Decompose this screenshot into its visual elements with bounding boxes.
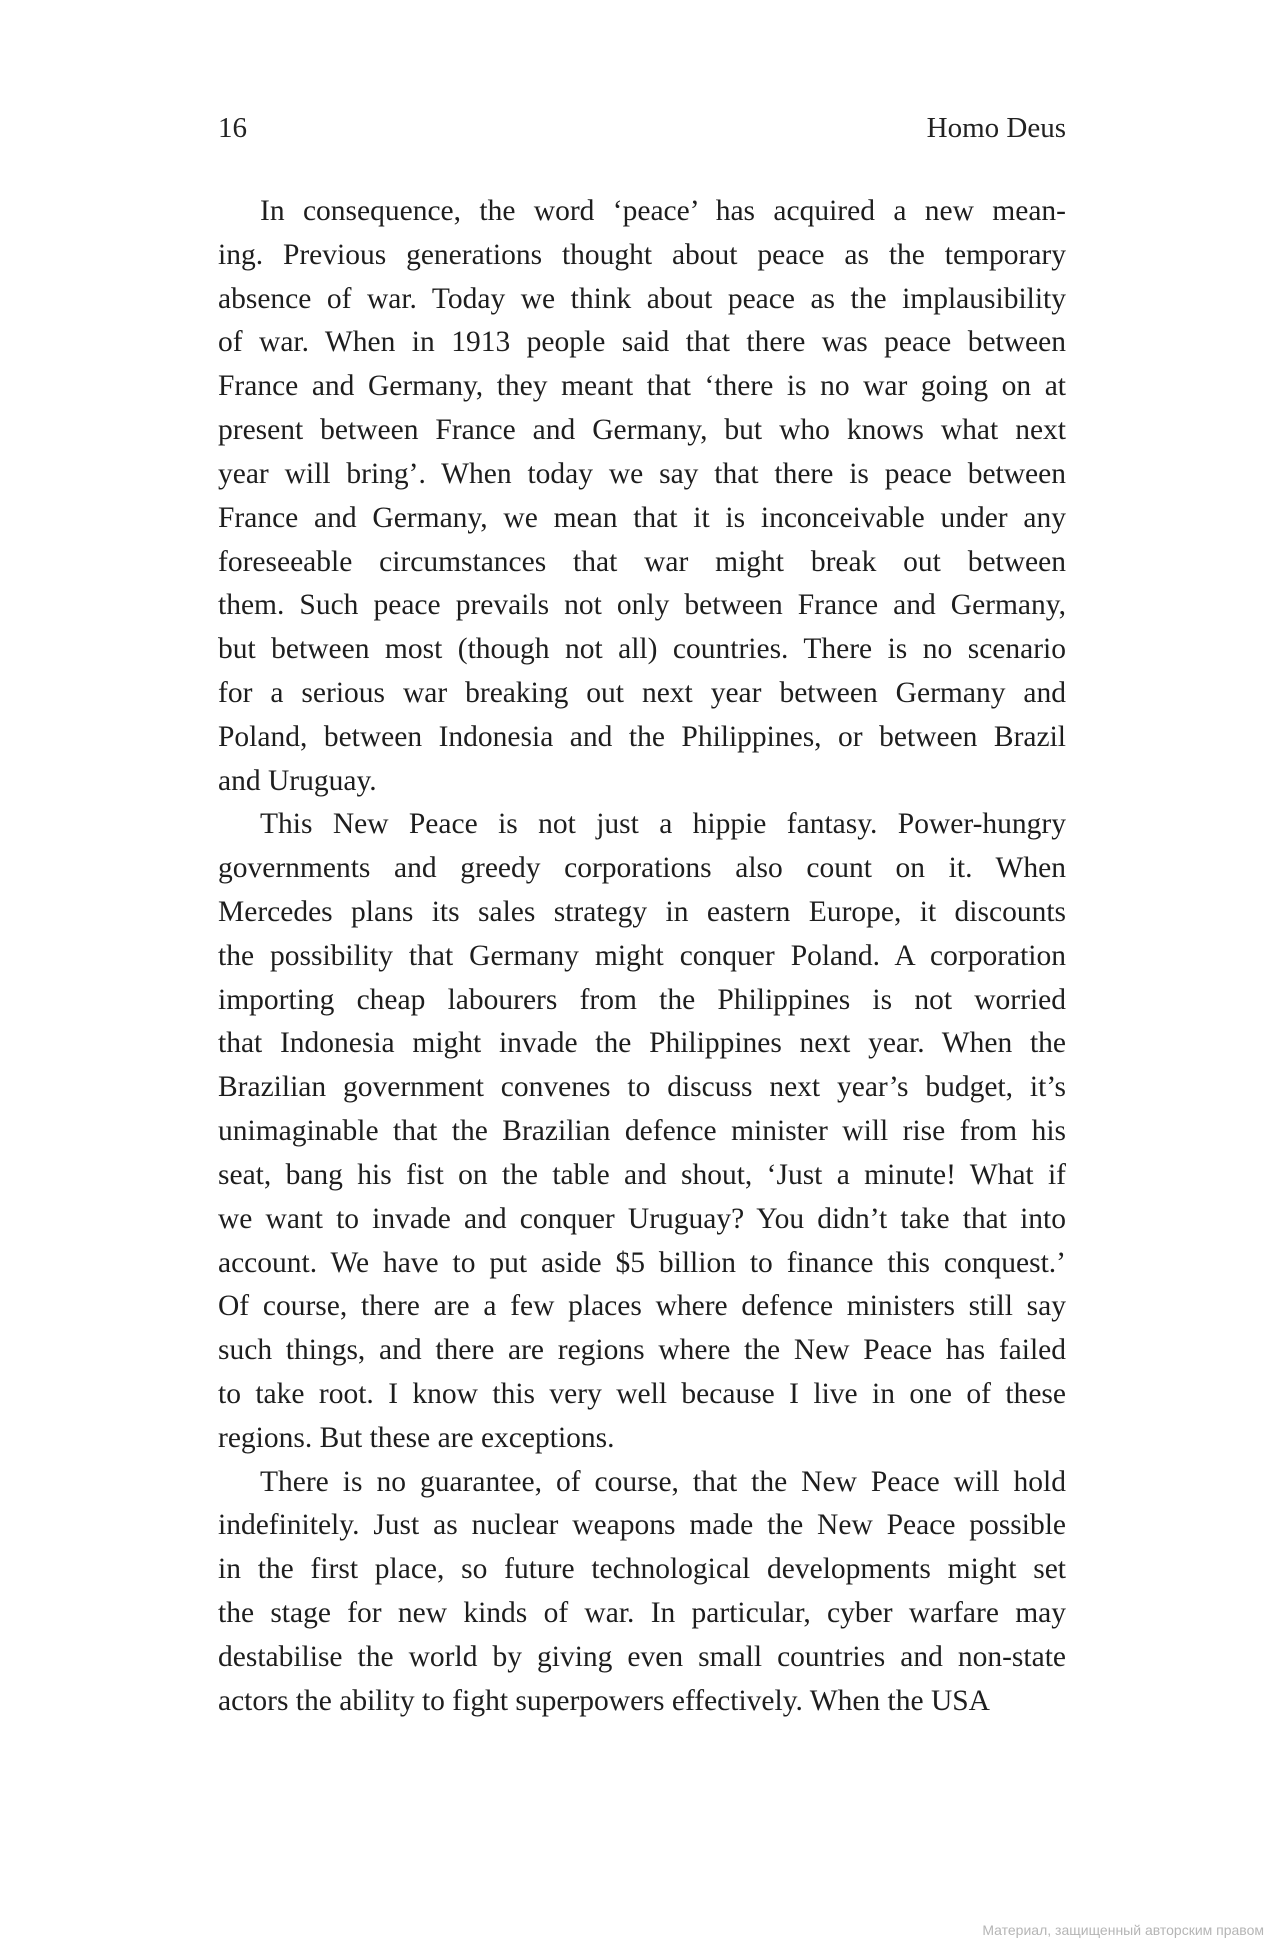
text-line: in the first place, so future technological developments might set bbox=[218, 1553, 1066, 1586]
text-line: present between France and Germany, but who knows what next bbox=[218, 414, 1066, 447]
text-line: indefinitely. Just as nuclear weapons made the New Peace possible bbox=[218, 1509, 1066, 1542]
text-line: Of course, there are a few places where defence ministers still say bbox=[218, 1290, 1066, 1323]
copyright-watermark: Материал, защищенный авторским правом bbox=[982, 1922, 1264, 1938]
text-line: importing cheap labourers from the Philippines is not worried bbox=[218, 983, 1066, 1016]
book-title: Homo Deus bbox=[926, 112, 1066, 144]
text-line: to take root. I know this very well because I live in one of these bbox=[218, 1377, 1066, 1410]
text-line: account. We have to put aside $5 billion to finance this conquest.’ bbox=[218, 1246, 1066, 1279]
page-number: 16 bbox=[218, 112, 247, 144]
text-line: we want to invade and conquer Uruguay? You didn’t take that into bbox=[218, 1202, 1066, 1235]
text-line: them. Such peace prevails not only between France and Germany, bbox=[218, 589, 1066, 622]
text-line: This New Peace is not just a hippie fantasy. Power-hungry bbox=[260, 808, 1066, 841]
text-line: France and Germany, we mean that it is inconceivable under any bbox=[218, 501, 1066, 534]
text-line: In consequence, the word ‘peace’ has acquired a new mean- bbox=[260, 195, 1066, 227]
text-line: of war. When in 1913 people said that there was peace between bbox=[218, 326, 1066, 359]
text-line: but between most (though not all) countries. There is no scenario bbox=[218, 633, 1066, 666]
text-line: such things, and there are regions where the New Peace has failed bbox=[218, 1334, 1066, 1367]
text-line: seat, bang his fist on the table and shout, ‘Just a minute! What if bbox=[218, 1158, 1066, 1191]
running-header bbox=[218, 112, 1066, 152]
text-line: There is no guarantee, of course, that the New Peace will hold bbox=[260, 1465, 1066, 1498]
text-line: France and Germany, they meant that ‘there is no war going on at bbox=[218, 370, 1066, 403]
text-line: governments and greedy corporations also count on it. When bbox=[218, 852, 1066, 885]
text-line: Mercedes plans its sales strategy in eastern Europe, it discounts bbox=[218, 896, 1066, 928]
text-line: that Indonesia might invade the Philippines next year. When the bbox=[218, 1027, 1066, 1060]
text-line: absence of war. Today we think about peace as the implausibility bbox=[218, 282, 1066, 315]
body-text bbox=[218, 190, 1066, 1723]
text-line: Poland, between Indonesia and the Philippines, or between Brazil bbox=[218, 720, 1066, 753]
text-line: unimaginable that the Brazilian defence minister will rise from his bbox=[218, 1115, 1066, 1148]
text-line: foreseeable circumstances that war might break out between bbox=[218, 545, 1066, 578]
text-line: the stage for new kinds of war. In particular, cyber warfare may bbox=[218, 1597, 1066, 1629]
text-line: ing. Previous generations thought about peace as the temporary bbox=[218, 238, 1066, 271]
text-line: the possibility that Germany might conquer Poland. A corporation bbox=[218, 939, 1066, 972]
text-line: regions. But these are exceptions. bbox=[218, 1421, 615, 1454]
text-line: year will bring’. When today we say that there is peace between bbox=[218, 457, 1066, 490]
text-line: for a serious war breaking out next year between Germany and bbox=[218, 676, 1066, 709]
text-line: destabilise the world by giving even small countries and non-state bbox=[218, 1640, 1066, 1673]
text-line: Brazilian government convenes to discuss next year’s budget, it’s bbox=[218, 1071, 1066, 1104]
text-line: and Uruguay. bbox=[218, 764, 377, 797]
text-line: actors the ability to fight superpowers effectively. When the USA bbox=[218, 1684, 990, 1717]
